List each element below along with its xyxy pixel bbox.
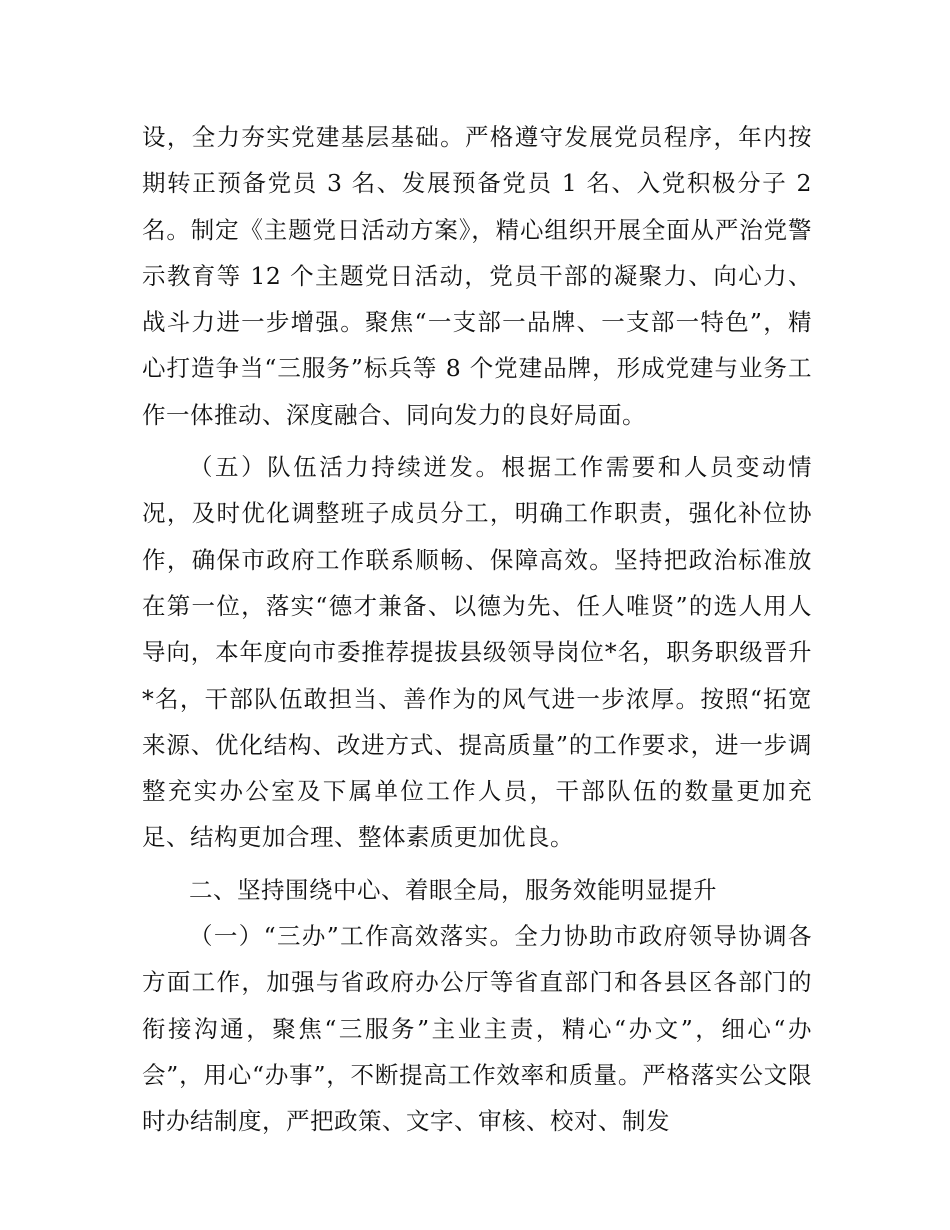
document-page bbox=[142, 114, 820, 1145]
paragraph-party-building: 设，全力夯实党建基层基础。严格遵守发展党员程序，年内按期转正预备党员 3 名、发展预备党员 1 名、入党积极分子 2 名。制定《主题党日活动方案》，精心组织开展全面从严治党警示教育等 12 个主题党日活动，党员干部的凝聚力、向心力、战斗力进一步增强。聚焦“一支部一品牌、一支部一特色”，精心打造争当“三服务”标兵等 8 个党建品牌，形成党建与业务工作一体推动、深度融合、同向发力的良好局面。 bbox=[142, 123, 820, 429]
paragraph-three-offices: （一）“三办”工作高效落实。全力协助市政府领导协调各方面工作，加强与省政府办公厅等省直部门和各县区各部门的衔接沟通，聚焦“三服务”主业主责，精心“办文”，细心“办会”，用心“办事”，不断提高工作效率和质量。严格落实公文限时办结制度，严把政策、文字、审核、校对、制发 bbox=[142, 922, 812, 1136]
paragraph-team-vitality: （五）队伍活力持续迸发。根据工作需要和人员变动情况，及时优化调整班子成员分工，明确工作职责，强化补位协作，确保市政府工作联系顺畅、保障高效。坚持把政治标准放在第一位，落实“德才兼备、以德为先、任人唯贤”的选人用人导向，本年度向市委推荐提拔县级领导岗位*名，职务职级晋升*名，干部队伍敢担当、善作为的风气进一步浓厚。按照“拓宽来源、优化结构、改进方式、提高质量”的工作要求，进一步调整充实办公室及下属单位工作人员，干部队伍的数量更加充足、结构更加合理、整体素质更加优良。 bbox=[142, 453, 812, 852]
section-heading: 二、坚持围绕中心、着眼全局，服务效能明显提升 bbox=[189, 875, 717, 904]
